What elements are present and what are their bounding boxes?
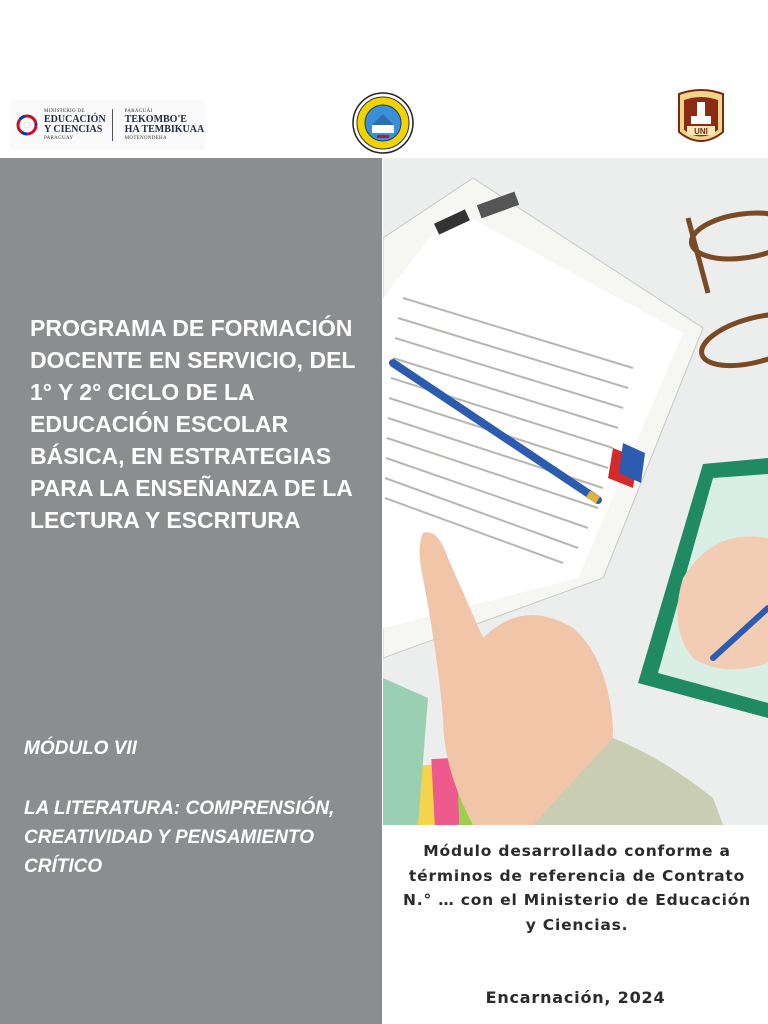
page-title: PROGRAMA DE FORMACIÓN DOCENTE EN SERVICIO, DEL 1° Y 2° CICLO DE LA EDUCACIÓN ESCOLAR BÁSICA, EN ESTRATEGIAS PARA LA ENSEÑANZA DE LA LECTURA Y ESCRITURA	[30, 315, 356, 533]
uni-logo-label: UNI	[694, 127, 708, 136]
cover-photo	[383, 158, 768, 825]
uni-logo-icon	[675, 88, 727, 150]
ministry-logo	[10, 100, 205, 150]
ministry-name-guarani	[125, 109, 205, 141]
logo-divider	[112, 109, 113, 141]
ministry-name	[44, 109, 106, 141]
guarani-small: PARAGUÁI	[124, 109, 153, 115]
guarani-line3: MOTENONDEHA	[124, 135, 167, 141]
ministry-line4: PARAGUAY	[44, 135, 74, 141]
ministry-emblem-icon	[16, 114, 38, 136]
guarani-line1: TEKOMBO'E	[124, 113, 187, 125]
module-title: LA LITERATURA: COMPRENSIÓN, CREATIVIDAD Y PENSAMIENTO CRÍTICO	[24, 798, 335, 877]
guarani-line2: HA TEMBIKUAA	[124, 124, 205, 135]
ministry-line1: MINISTERIO DE	[44, 109, 85, 115]
footer-panel	[383, 825, 768, 1024]
title-panel	[0, 158, 382, 1024]
header	[0, 0, 768, 158]
place-date: Encarnación, 2024	[485, 988, 666, 1007]
ministry-line2: EDUCACIÓN	[44, 113, 106, 125]
ministry-line3: Y CIENCIAS	[44, 124, 103, 135]
development-note: Módulo desarrollado conforme a términos de referencia de Contrato N.° … con el Ministerio de Educación y Ciencias.	[403, 842, 751, 934]
university-seal-icon	[352, 92, 414, 154]
module-number: MÓDULO VII	[24, 738, 137, 759]
